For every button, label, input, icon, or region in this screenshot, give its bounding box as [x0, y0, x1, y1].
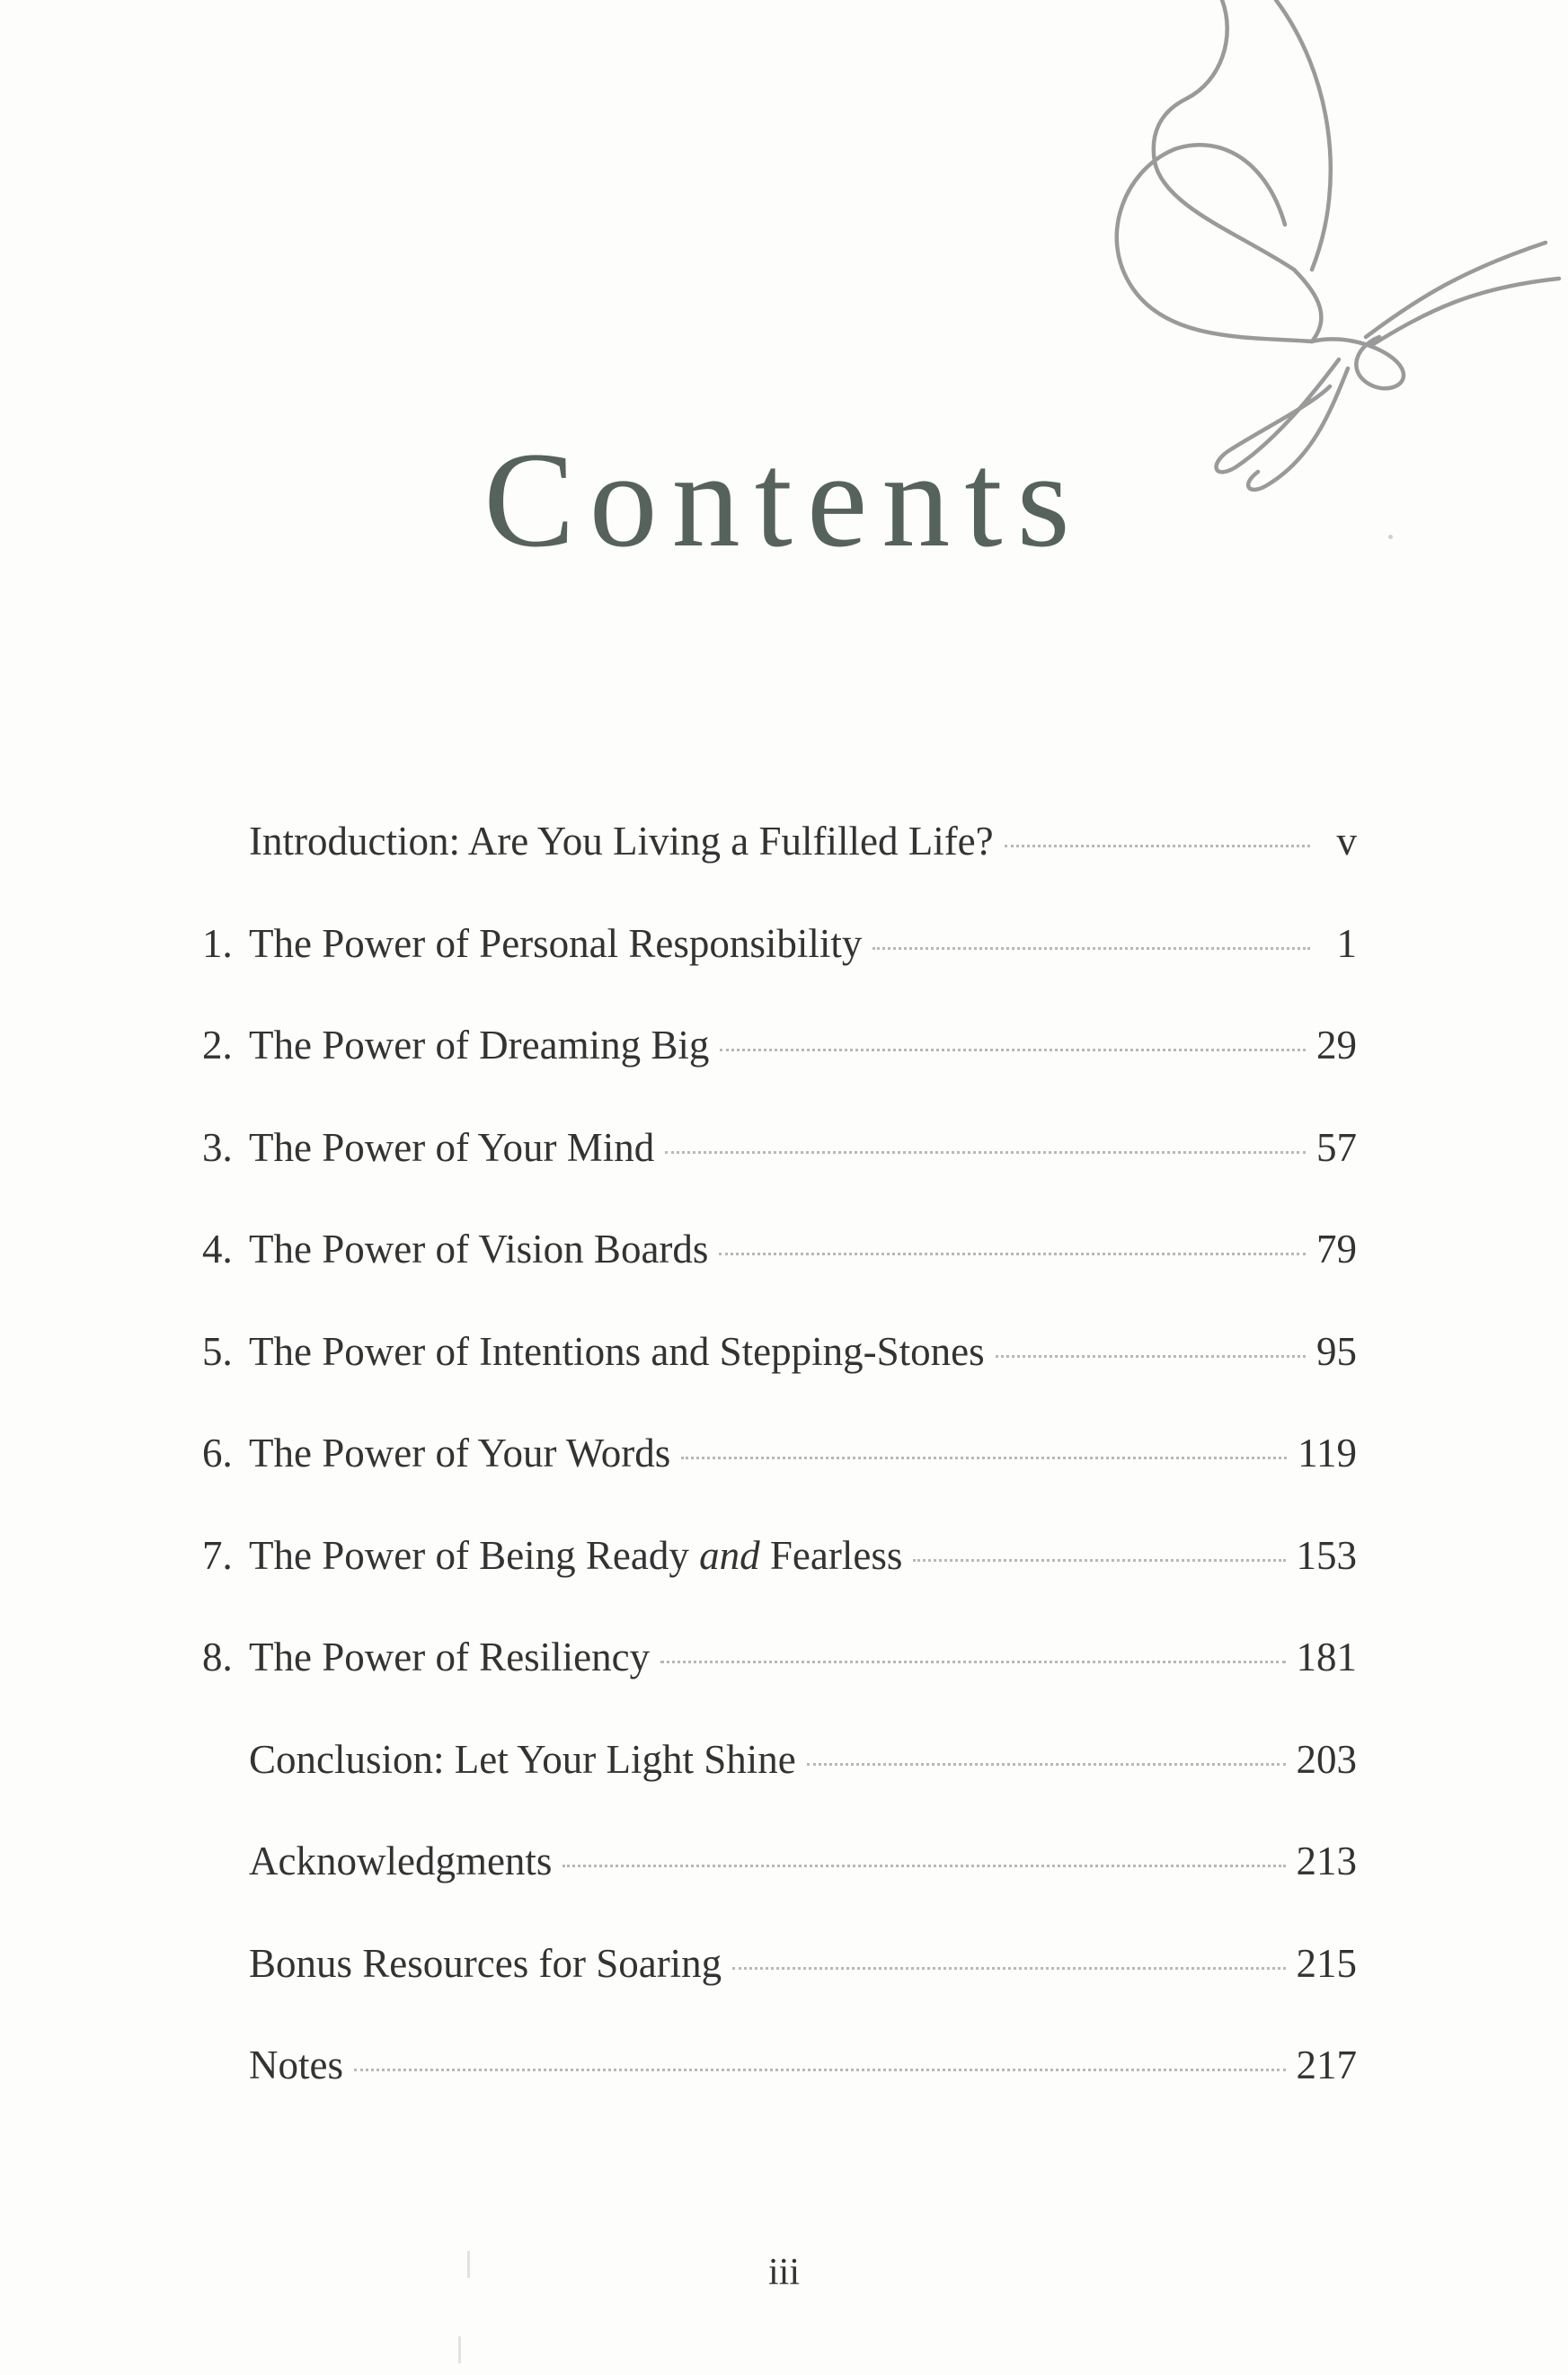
- toc-entry[interactable]: [202, 818, 1357, 920]
- dot-leader: [1005, 845, 1310, 847]
- toc-entry-label: The Power of Resiliency: [249, 1635, 651, 1679]
- dot-leader: [681, 1457, 1287, 1459]
- toc-entry-label: The Power of Dreaming Big: [249, 1023, 710, 1068]
- toc-entry-label-text: The Power of Being Ready: [249, 1532, 700, 1578]
- dot-leader: [354, 2069, 1286, 2071]
- toc-entry-label: Conclusion: Let Your Light Shine: [249, 1736, 796, 1782]
- dot-leader: [665, 1151, 1306, 1154]
- toc-entry-number: 6.: [202, 1431, 233, 1476]
- toc-entry-label: Bonus Resources for Soaring: [249, 1940, 722, 1986]
- toc-entry-page: v: [1336, 819, 1357, 864]
- toc-entry-label-text: Fearless: [759, 1532, 903, 1578]
- toc-entry[interactable]: [202, 1124, 1357, 1227]
- dot-leader: [719, 1253, 1306, 1255]
- toc-entry-number: 2.: [202, 1023, 233, 1068]
- toc-entry[interactable]: [202, 2042, 1357, 2144]
- toc-entry[interactable]: [202, 1430, 1357, 1532]
- toc-entry-page: 153: [1296, 1532, 1357, 1578]
- toc-entry-number: 7.: [202, 1532, 233, 1578]
- dot-leader: [996, 1355, 1306, 1358]
- dot-leader: [807, 1763, 1286, 1766]
- toc-entry[interactable]: [202, 920, 1357, 1023]
- toc-entry-label: Introduction: Are You Living a Fulfilled Life?: [249, 819, 994, 864]
- toc-entry[interactable]: [202, 1940, 1357, 2043]
- table-of-contents: [202, 818, 1357, 2144]
- toc-entry-page: 217: [1296, 2043, 1357, 2087]
- toc-entry-label: The Power of Personal Responsibility: [249, 920, 863, 966]
- toc-entry-label: Notes: [249, 2043, 343, 2087]
- dot-leader: [720, 1049, 1306, 1051]
- toc-entry-page: 119: [1298, 1431, 1357, 1476]
- toc-entry-page: 181: [1296, 1635, 1357, 1679]
- dot-leader: [732, 1967, 1285, 1970]
- toc-entry-number: 8.: [202, 1635, 233, 1679]
- toc-entry-page: 29: [1316, 1023, 1357, 1068]
- toc-entry-page: 57: [1316, 1124, 1357, 1170]
- toc-entry-label: [249, 1532, 902, 1579]
- toc-entry-page: 1: [1336, 920, 1357, 966]
- toc-entry-number: 3.: [202, 1124, 233, 1170]
- dot-leader: [913, 1559, 1285, 1562]
- toc-entry[interactable]: [202, 1328, 1357, 1431]
- toc-entry-label: The Power of Intentions and Stepping-Stones: [249, 1328, 985, 1374]
- toc-entry-label: The Power of Your Mind: [249, 1124, 655, 1170]
- scan-speck: [1388, 535, 1393, 539]
- scan-speck: [458, 2336, 461, 2363]
- toc-entry[interactable]: [202, 1634, 1357, 1736]
- toc-entry-number: 1.: [202, 920, 233, 966]
- toc-entry[interactable]: [202, 1838, 1357, 1940]
- dot-leader: [873, 947, 1310, 950]
- dot-leader: [660, 1661, 1285, 1663]
- toc-entry-number: 4.: [202, 1227, 233, 1272]
- toc-entry-page: 79: [1316, 1227, 1357, 1272]
- toc-entry[interactable]: [202, 1532, 1357, 1635]
- page-title: Contents: [483, 424, 1085, 575]
- toc-entry[interactable]: [202, 1736, 1357, 1839]
- toc-entry-page: 215: [1296, 1940, 1357, 1986]
- toc-entry-label: The Power of Your Words: [249, 1431, 671, 1476]
- scan-speck: [467, 2251, 470, 2278]
- dot-leader: [563, 1865, 1285, 1867]
- toc-entry[interactable]: [202, 1022, 1357, 1124]
- page-folio: iii: [767, 2252, 800, 2293]
- toc-entry-page: 213: [1296, 1839, 1357, 1883]
- toc-entry-page: 203: [1296, 1736, 1357, 1782]
- toc-entry-page: 95: [1316, 1328, 1357, 1374]
- toc-entry-label: Acknowledgments: [249, 1839, 553, 1883]
- toc-entry-label: The Power of Vision Boards: [249, 1227, 709, 1272]
- toc-entry-number: 5.: [202, 1328, 233, 1374]
- toc-entry-label-italic: and: [699, 1532, 760, 1578]
- toc-entry[interactable]: [202, 1226, 1357, 1328]
